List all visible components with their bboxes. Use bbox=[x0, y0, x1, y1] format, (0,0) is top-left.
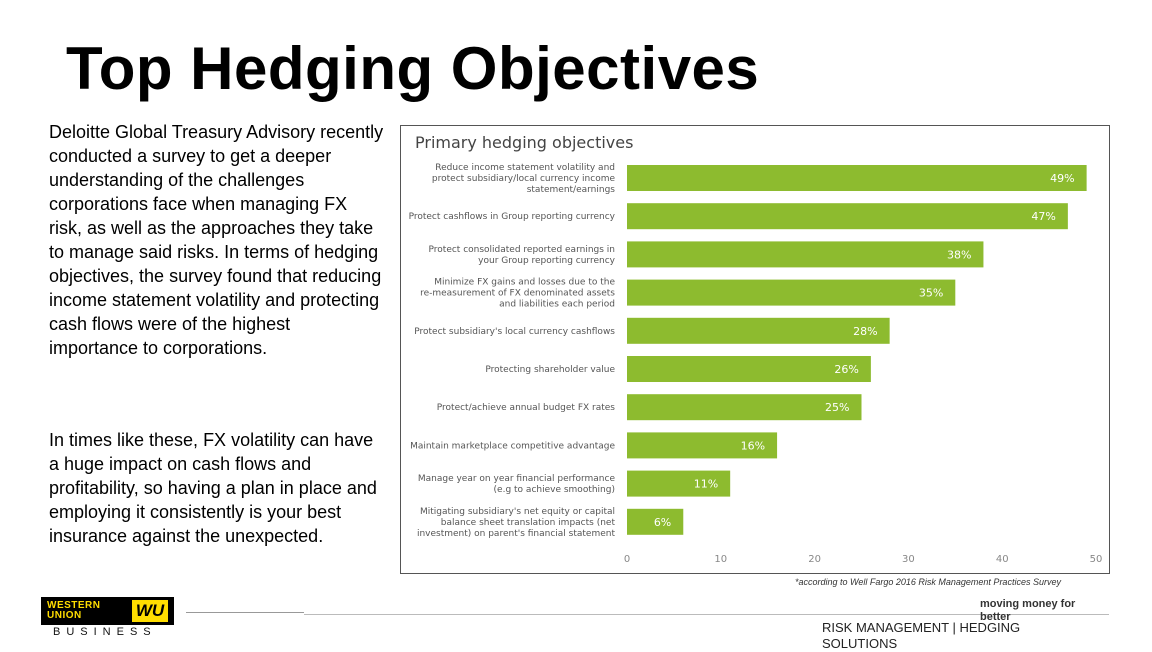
bar bbox=[627, 165, 1087, 191]
category-label: statement/earnings bbox=[526, 185, 615, 195]
bar-value-label: 25% bbox=[825, 401, 850, 415]
category-label: Protect subsidiary's local currency cashflows bbox=[414, 326, 615, 337]
logo-line-1: WESTERN bbox=[47, 600, 101, 611]
chart-title: Primary hedging objectives bbox=[415, 133, 634, 152]
bar-value-label: 47% bbox=[1031, 210, 1056, 224]
footer-divider-left bbox=[186, 612, 304, 613]
category-label: Minimize FX gains and losses due to the bbox=[434, 277, 615, 288]
category-label: Maintain marketplace competitive advantage bbox=[410, 441, 615, 452]
source-footnote: *according to Well Fargo 2016 Risk Management Practices Survey bbox=[795, 577, 1061, 587]
bar-value-label: 49% bbox=[1050, 172, 1075, 185]
category-label: Protect cashflows in Group reporting currency bbox=[408, 212, 615, 223]
category-label: Protect/achieve annual budget FX rates bbox=[436, 403, 615, 414]
category-label: balance sheet translation impacts (net bbox=[440, 517, 615, 528]
category-label: Mitigating subsidiary's net equity or capital bbox=[420, 506, 615, 517]
business-label: BUSINESS bbox=[53, 626, 157, 638]
category-label: Manage year on year financial performance bbox=[417, 474, 615, 485]
conclusion-paragraph: In times like these, FX volatility can have a huge impact on cash flows and profitability, so having a plan in place and employing it consistently is your best insurance against the unexpected. bbox=[49, 430, 377, 546]
x-tick-label: 40 bbox=[995, 554, 1009, 565]
bar bbox=[627, 241, 983, 267]
hedging-objectives-chart bbox=[400, 125, 1110, 574]
category-label: and liabilities each period bbox=[499, 299, 615, 310]
x-tick-label: 0 bbox=[623, 554, 631, 565]
x-tick-label: 30 bbox=[902, 554, 915, 565]
category-label: re-measurement of FX denominated assets bbox=[420, 288, 615, 299]
logo-wordmark bbox=[47, 601, 101, 621]
chart-svg bbox=[401, 126, 1109, 573]
slide-title: Top Hedging Objectives bbox=[66, 35, 760, 102]
category-label: Reduce income statement volatility and bbox=[435, 163, 615, 173]
logo-line-2: UNION bbox=[47, 610, 82, 621]
bar-value-label: 11% bbox=[693, 477, 719, 491]
bar-value-label: 28% bbox=[853, 324, 878, 338]
bar-value-label: 16% bbox=[740, 439, 766, 453]
category-label: your Group reporting currency bbox=[478, 255, 615, 266]
bar bbox=[627, 318, 890, 344]
wu-mark-icon: WU bbox=[132, 600, 168, 622]
footer-title: RISK MANAGEMENT | HEDGING SOLUTIONS bbox=[822, 620, 1021, 651]
category-label: (e.g to achieve smoothing) bbox=[493, 485, 615, 496]
x-tick-label: 50 bbox=[1089, 554, 1103, 565]
category-label: Protect consolidated reported earnings in bbox=[428, 244, 615, 255]
bar-value-label: 26% bbox=[834, 363, 859, 376]
category-label: protect subsidiary/local currency income bbox=[431, 174, 615, 184]
footer-tagline: moving money for better bbox=[980, 598, 1076, 623]
x-tick-label: 10 bbox=[714, 554, 728, 565]
x-tick-label: 20 bbox=[808, 554, 821, 565]
category-label: investment) on parent's financial statement bbox=[416, 528, 615, 539]
bar-value-label: 38% bbox=[946, 248, 972, 262]
bar-value-label: 35% bbox=[918, 286, 944, 300]
bar-value-label: 6% bbox=[653, 515, 672, 529]
western-union-logo bbox=[41, 597, 174, 625]
bar bbox=[627, 203, 1068, 229]
bar bbox=[627, 280, 955, 306]
category-label: Protecting shareholder value bbox=[485, 365, 615, 375]
intro-paragraph: Deloitte Global Treasury Advisory recently conducted a survey to get a deeper understanding of the challenges corporations face when managing FX risk, as well as the approaches they take to manage said risks. In terms of hedging objectives, the survey found that reducing income statement volatility and protecting cash flows were of the highest importance to corporations. bbox=[49, 122, 384, 358]
